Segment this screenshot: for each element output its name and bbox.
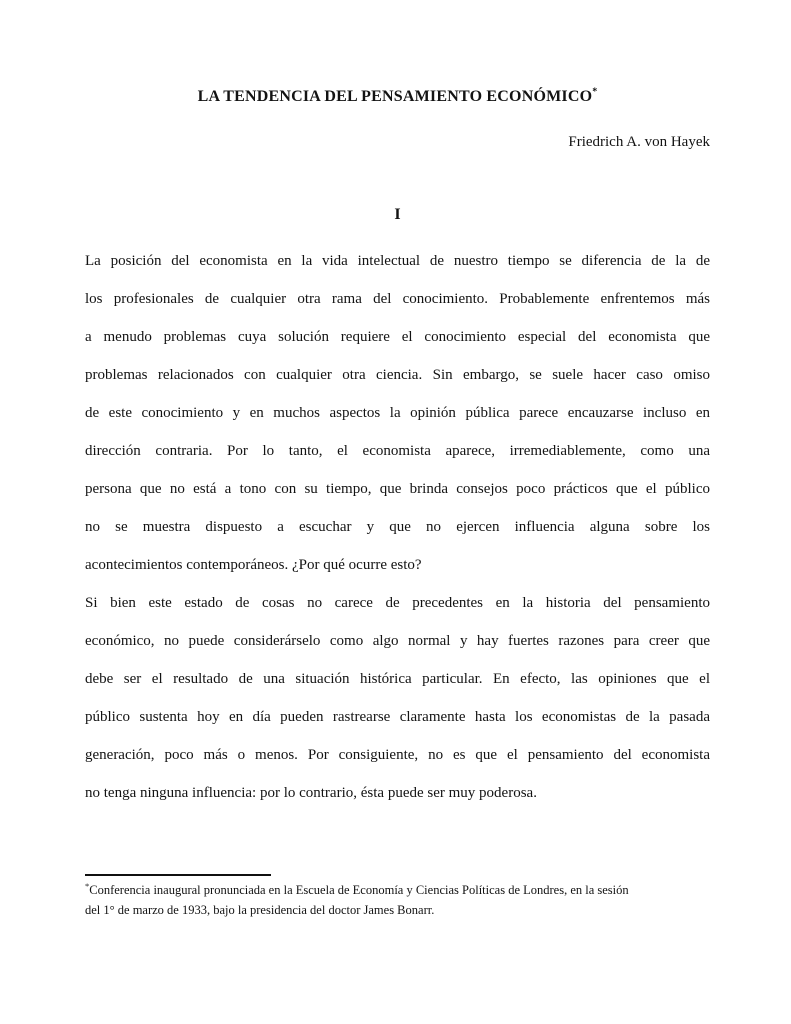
author-name: Friedrich A. von Hayek bbox=[568, 134, 710, 150]
footnote-text: Conferencia inaugural pronunciada en la Escuela de Economía y Ciencias Políticas de Londres, en la sesión bbox=[89, 883, 629, 897]
text-line: La posición del economista en la vida intelectual de nuestro tiempo se diferencia de la de bbox=[85, 253, 710, 269]
footnote-line bbox=[85, 880, 717, 900]
text-line: acontecimientos contemporáneos. ¿Por qué ocurre esto? bbox=[85, 557, 422, 573]
text-line: Si bien este estado de cosas no carece de precedentes en la historia del pensamiento bbox=[85, 595, 710, 611]
text-line: problemas relacionados con cualquier otra ciencia. Sin embargo, se suele hacer caso omiso bbox=[85, 367, 710, 383]
section-heading: I bbox=[394, 206, 401, 223]
document-title bbox=[85, 88, 710, 106]
text-line: dirección contraria. Por lo tanto, el economista aparece, irremediablemente, como una bbox=[85, 443, 710, 459]
text-line: económico, no puede considerárselo como algo normal y hay fuertes razones para creer que bbox=[85, 633, 710, 649]
title-footnote-mark: * bbox=[592, 86, 598, 98]
document-title-text: LA TENDENCIA DEL PENSAMIENTO ECONÓMICO bbox=[197, 88, 593, 105]
text-line: debe ser el resultado de una situación histórica particular. En efecto, las opiniones que el bbox=[85, 671, 710, 687]
text-line: de este conocimiento y en muchos aspectos la opinión pública parece encauzarse incluso en bbox=[85, 405, 710, 421]
text-line: los profesionales de cualquier otra rama del conocimiento. Probablemente enfrentemos más bbox=[85, 291, 710, 307]
footnote-line: del 1° de marzo de 1933, bajo la presidencia del doctor James Bonarr. bbox=[85, 903, 435, 917]
footnote-mark: * bbox=[85, 880, 90, 891]
text-line: persona que no está a tono con su tiempo, que brinda consejos poco prácticos que el público bbox=[85, 481, 710, 497]
paragraph bbox=[85, 242, 710, 584]
body-text bbox=[85, 242, 710, 812]
text-line: no tenga ninguna influencia: por lo contrario, ésta puede ser muy poderosa. bbox=[85, 785, 537, 801]
footnote bbox=[85, 880, 717, 920]
text-line: a menudo problemas cuya solución requiere el conocimiento especial del economista que bbox=[85, 329, 710, 345]
footnote-separator bbox=[85, 874, 271, 876]
paragraph bbox=[85, 584, 710, 812]
text-line: no se muestra dispuesto a escuchar y que no ejercen influencia alguna sobre los bbox=[85, 519, 710, 535]
text-line: público sustenta hoy en día pueden rastrearse claramente hasta los economistas de la pasada bbox=[85, 709, 710, 725]
text-line: generación, poco más o menos. Por consiguiente, no es que el pensamiento del economista bbox=[85, 747, 710, 763]
